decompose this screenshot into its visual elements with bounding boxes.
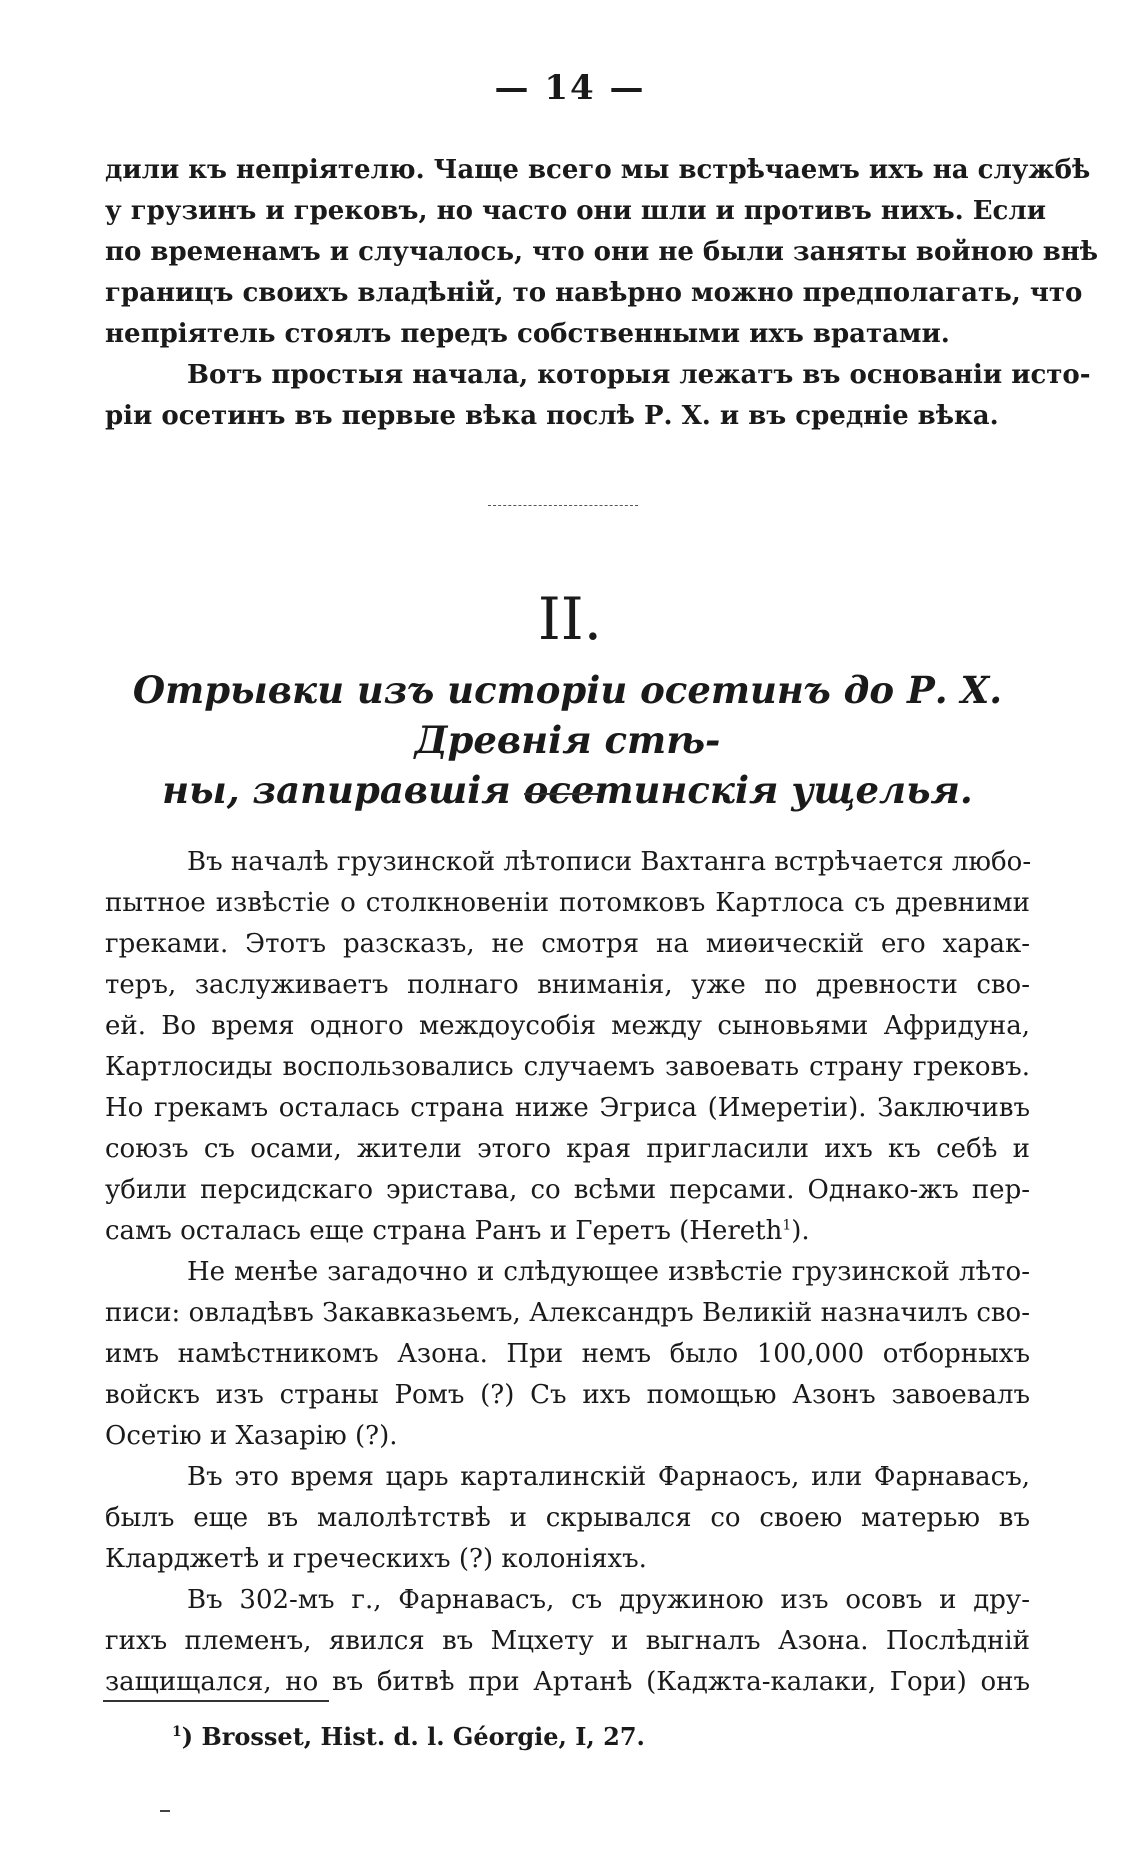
text-line: Въ 302-мъ г., Фарнавасъ, съ дружиною изъ осовъ и дру-: [187, 1585, 1030, 1615]
text-line-with-footnote-ref: [105, 1211, 1030, 1252]
text-line: имъ намѣстникомъ Азона. При немъ было 100,000 отборныхъ: [105, 1339, 1030, 1369]
footnote-mark: 1: [172, 1724, 182, 1740]
text-line: убили персидскаго эристава, со всѣми персами. Однако-жъ пер-: [105, 1175, 1030, 1205]
text-line: по временамъ и случалось, что они не были заняты войною внѣ: [105, 237, 1099, 267]
section-title-line: ны, запиравшія осетинскія ущелья.: [162, 768, 973, 812]
footnote: [172, 1722, 645, 1751]
text-line: Осетію и Хазарію (?).: [105, 1421, 398, 1451]
text-line: Вотъ простыя начала, которыя лежатъ въ основаніи исто-: [187, 360, 1091, 390]
text-line: былъ еще въ малолѣтствѣ и скрывался со своею матерью въ: [105, 1503, 1030, 1533]
text-line: границъ своихъ владѣній, то навѣрно можно предполагать, что: [105, 278, 1083, 308]
text-line: у грузинъ и грековъ, но часто они шли и противъ нихъ. Если: [105, 196, 1047, 226]
text-line: ей. Во время одного междоусобія между сыновьями Афридуна,: [105, 1011, 1030, 1041]
text-line: защищался, но въ битвѣ при Артанѣ (Каджта-калаки, Гори) онъ: [105, 1667, 1030, 1697]
text-line: Картлосиды воспользовались случаемъ завоевать страну грековъ.: [105, 1052, 1030, 1082]
section-title-line: Отрывки изъ исторіи осетинъ до Р. Х. Древнія стѣ-: [132, 668, 1003, 762]
section-number: II.: [537, 585, 603, 653]
text-line: дили къ непріятелю. Чаще всего мы встрѣчаемъ ихъ на службѣ: [105, 155, 1091, 185]
text-line: теръ, заслуживаетъ полнаго вниманія, уже по древности сво-: [105, 970, 1030, 1000]
text-line: союзъ съ осами, жители этого края пригласили ихъ къ себѣ и: [105, 1134, 1030, 1164]
text-line: войскъ изъ страны Ромъ (?) Съ ихъ помощью Азонъ завоевалъ: [105, 1380, 1030, 1410]
text-line: греками. Этотъ разсказъ, не смотря на миѳическій его харак-: [105, 929, 1030, 959]
text-line: пытное извѣстіе о столкновеніи потомковъ Картлоса съ древними: [105, 888, 1030, 918]
text-line: ріи осетинъ въ первые вѣка послѣ Р. Х. и въ средніе вѣка.: [105, 401, 999, 431]
section-separator: [488, 505, 638, 506]
text-line: Но грекамъ осталась страна ниже Эгриса (Имеретіи). Заключивъ: [105, 1093, 1030, 1123]
text-fragment: ).: [791, 1216, 810, 1246]
text-line: писи: овладѣвъ Закавказьемъ, Александръ Великій назначилъ сво-: [105, 1298, 1030, 1328]
text-line: Въ началѣ грузинской лѣтописи Вахтанга встрѣчается любо-: [187, 847, 1032, 877]
footnote-rule: [103, 1700, 329, 1702]
text-line: Кларджетѣ и греческихъ (?) колоніяхъ.: [105, 1544, 647, 1574]
text-line: Не менѣе загадочно и слѣдующее извѣстіе грузинской лѣто-: [187, 1257, 1030, 1287]
text-fragment: самъ осталась еще страна Ранъ и Геретъ (Hereth: [105, 1216, 783, 1246]
footnote-text: ) Brosset, Hist. d. l. Géorgie, I, 27.: [181, 1722, 645, 1751]
text-line: непріятель стоялъ передъ собственными ихъ вратами.: [105, 319, 950, 349]
title-rule: [524, 793, 598, 795]
paragraph-block-2: [105, 842, 1030, 1703]
footnote-ref: 1: [782, 1217, 792, 1234]
page-number: — 14 —: [494, 68, 646, 108]
text-line: Въ это время царь карталинскій Фарнаосъ, или Фарнавасъ,: [187, 1462, 1030, 1492]
text-line: гихъ племенъ, явился въ Мцхету и выгналъ Азона. Послѣдній: [105, 1626, 1030, 1656]
paragraph-block-1: [105, 150, 1099, 437]
stray-mark: [160, 1810, 170, 1812]
